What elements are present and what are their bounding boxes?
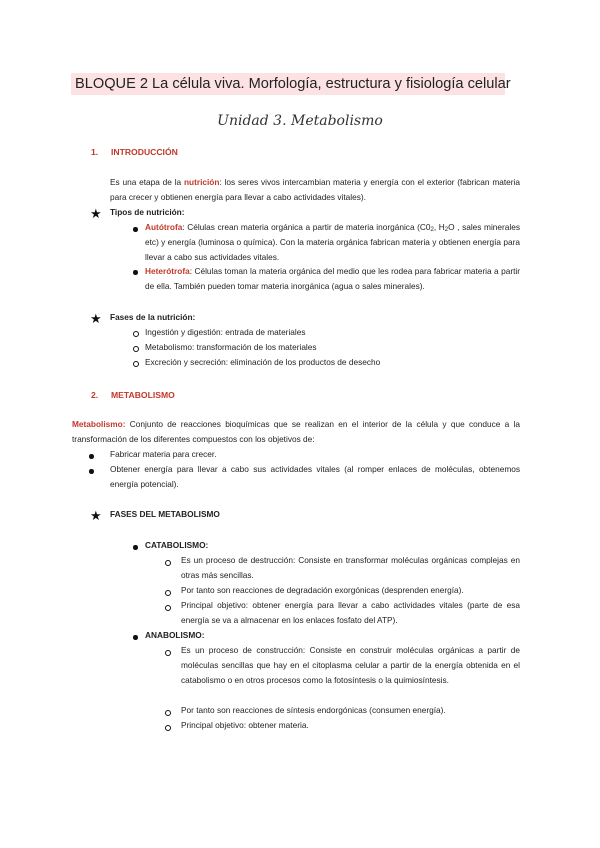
heterotrofa-item <box>145 264 520 294</box>
intro-text-start: Es una etapa de la <box>110 177 184 187</box>
catabolismo-item: Principal objetivo: obtener energía para llevar a cabo actividades vitales (parte de esa energía se va a almacenar en los enlaces fosfato del ATP). <box>181 600 520 626</box>
fases-metabolismo-heading: FASES DEL METABOLISMO <box>110 509 220 519</box>
autotrofa-text-1: : Células crean materia orgánica a partir de materia inorgánica (C0 <box>182 222 431 232</box>
catabolismo-heading: CATABOLISMO: <box>145 540 209 550</box>
catabolismo-item: Por tanto son reacciones de degradación exorgónicas (desprenden energía). <box>181 585 464 595</box>
circle-bullet-icon <box>133 346 139 352</box>
header-title: BLOQUE 2 La célula viva. Morfología, estructura y fisiología celular <box>75 76 511 92</box>
section-2-heading <box>91 390 175 400</box>
fase-item: Excreción y secreción: eliminación de los productos de desecho <box>145 357 381 367</box>
objetivo-item: Fabricar materia para crecer. <box>110 449 217 459</box>
intro-text-end: : los seres vivos intercambian materia y energía con el exterior (fabrican materia para crecer y obtienen energía para llevar a cabo actividades vitales). <box>110 177 520 203</box>
intro-paragraph <box>110 175 520 205</box>
autotrofa-text-h: , H <box>433 222 445 232</box>
subscript-2: 2 <box>430 227 434 233</box>
autotrofa-item <box>145 220 520 266</box>
circle-bullet-icon <box>133 331 139 337</box>
definition-text: Conjunto de reacciones bioquímicas que se realizan en el interior de la célula y que conduce a la transformación de los diferentes compuestos con los objetivos de: <box>72 419 520 445</box>
bullet-dot-icon <box>89 469 94 474</box>
metabolismo-definition <box>72 417 520 447</box>
star-bullet-icon: ★ <box>90 311 102 326</box>
catabolismo-item: Es un proceso de destrucción: Consiste en transformar moléculas orgánicas complejas en otras más sencillas. <box>181 555 520 581</box>
circle-bullet-icon <box>165 725 171 731</box>
circle-bullet-icon <box>165 710 171 716</box>
autotrofa-label: Autótrofa <box>145 222 183 232</box>
autotrofa-text-2: O , sales minerales etc) y energía (luminosa o química). Con la materia orgánica fabrican materia y obtienen energía para llevar a cabo sus actividades vitales. <box>145 222 520 263</box>
unit-subtitle: Unidad 3. Metabolismo <box>217 113 383 129</box>
objetivo-item: Obtener energía para llevar a cabo sus actividades vitales (al romper enlaces de moléculas, obtenemos energía potencial). <box>110 464 520 490</box>
anabolismo-item: Es un proceso de construcción: Consiste en construir moléculas orgánicas a partir de moléculas sencillas que hay en el citoplasma celular a partir de la energía obtenida en el catabolismo o en otros procesos como la fotosíntesis o la quimiosíntesis. <box>181 645 520 686</box>
anabolismo-item: Principal objetivo: obtener materia. <box>181 720 309 730</box>
bullet-dot-icon <box>133 545 138 550</box>
bullet-dot-icon <box>133 635 138 640</box>
section-2-number: 2. <box>91 390 99 400</box>
star-bullet-icon: ★ <box>90 508 102 523</box>
anabolismo-item: Por tanto son reacciones de síntesis endorgónicas (consumen energía). <box>181 705 446 715</box>
bullet-dot-icon <box>89 454 94 459</box>
section-1-heading <box>91 147 178 157</box>
circle-bullet-icon <box>165 605 171 611</box>
circle-bullet-icon <box>133 361 139 367</box>
section-1-title: INTRODUCCIÓN <box>111 147 178 157</box>
heterotrofa-label: Heterótrofa <box>145 266 190 276</box>
heterotrofa-text: : Células toman la materia orgánica del medio que les rodea para fabricar materia a partir de ella. También pueden tomar materia inorgánica (agua o sales minerales). <box>145 266 520 292</box>
circle-bullet-icon <box>165 560 171 566</box>
star-bullet-icon: ★ <box>90 206 102 221</box>
metabolismo-keyword: Metabolismo: <box>72 419 126 429</box>
tipos-heading: Tipos de nutrición: <box>110 207 185 217</box>
bullet-dot-icon <box>133 227 138 232</box>
subscript-2: 2 <box>444 227 449 233</box>
bullet-dot-icon <box>133 270 138 275</box>
circle-bullet-icon <box>165 650 171 656</box>
circle-bullet-icon <box>165 590 171 596</box>
section-2-title: METABOLISMO <box>111 390 175 400</box>
fases-nutricion-heading: Fases de la nutrición: <box>110 312 196 322</box>
nutricion-keyword: nutrición <box>183 177 220 187</box>
fase-item: Ingestión y digestión: entrada de materiales <box>145 327 306 337</box>
fase-item: Metabolismo: transformación de los materiales <box>145 342 317 352</box>
document-header <box>71 73 511 95</box>
anabolismo-heading: ANABOLISMO: <box>145 630 205 640</box>
section-1-number: 1. <box>91 147 99 157</box>
